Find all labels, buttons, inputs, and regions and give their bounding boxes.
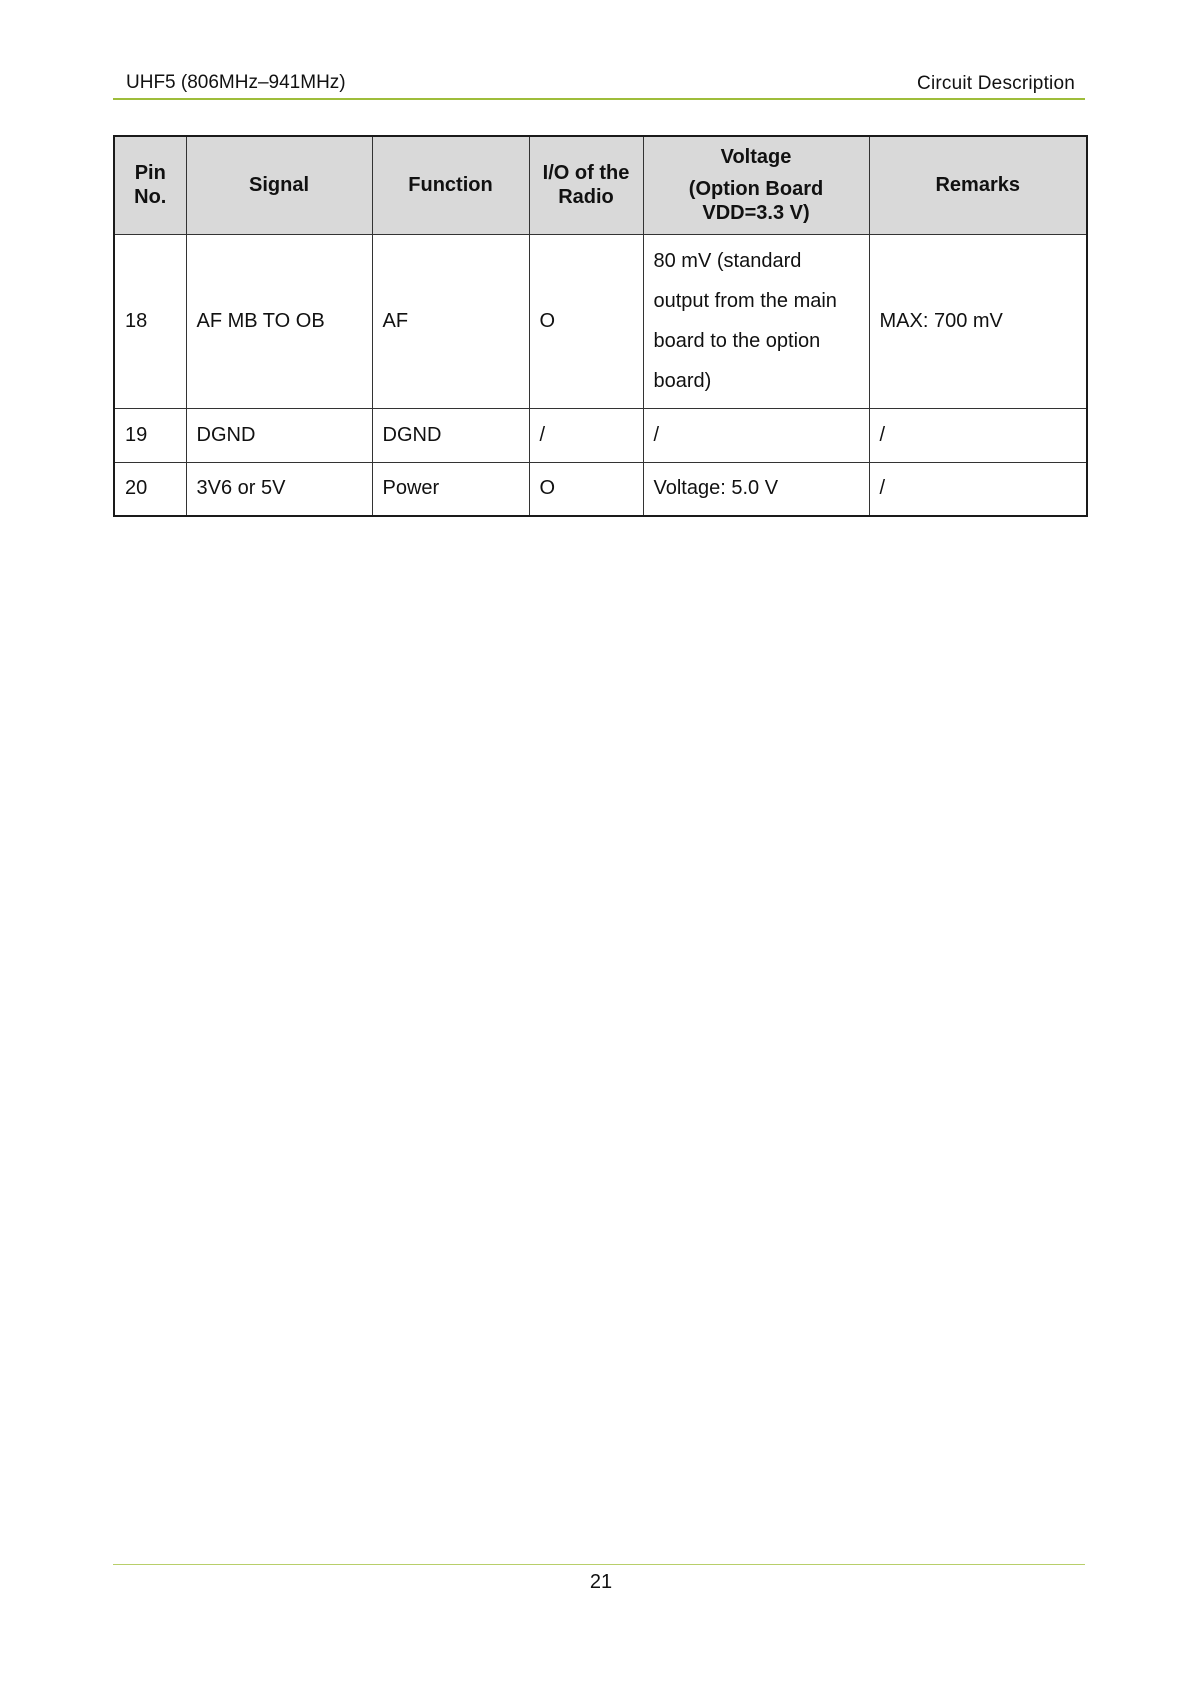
cell-io: O [529, 462, 643, 516]
header-io: I/O of the Radio [529, 136, 643, 234]
header-function: Function [372, 136, 529, 234]
cell-remarks: MAX: 700 mV [869, 234, 1087, 408]
cell-remarks: / [869, 462, 1087, 516]
section-title: Circuit Description [917, 73, 1075, 94]
cell-io: / [529, 408, 643, 462]
header-voltage [643, 136, 869, 234]
cell-function: DGND [372, 408, 529, 462]
cell-signal: 3V6 or 5V [186, 462, 372, 516]
pin-definition-table [113, 135, 1088, 517]
cell-pin: 18 [114, 234, 186, 408]
cell-io: O [529, 234, 643, 408]
cell-function: Power [372, 462, 529, 516]
document-title: UHF5 (806MHz–941MHz) [126, 72, 346, 93]
header-signal: Signal [186, 136, 372, 234]
header-voltage-title: Voltage [720, 146, 792, 169]
cell-pin: 20 [114, 462, 186, 516]
table-row [114, 408, 1087, 462]
header-remarks: Remarks [869, 136, 1087, 234]
page-footer [113, 1564, 1085, 1593]
page-header [113, 62, 1085, 100]
cell-pin: 19 [114, 408, 186, 462]
cell-signal: DGND [186, 408, 372, 462]
cell-remarks: / [869, 408, 1087, 462]
page-number: 21 [589, 1571, 613, 1593]
cell-voltage: / [643, 408, 869, 462]
cell-function: AF [372, 234, 529, 408]
header-pin-no: Pin No. [114, 136, 186, 234]
table-row [114, 234, 1087, 408]
cell-signal: AF MB TO OB [186, 234, 372, 408]
table-header-row [114, 136, 1087, 234]
cell-voltage: Voltage: 5.0 V [643, 462, 869, 516]
header-voltage-subtitle: (Option Board VDD=3.3 V) [688, 178, 824, 225]
cell-voltage: 80 mV (standard output from the main board to the option board) [643, 234, 869, 408]
table-row [114, 462, 1087, 516]
